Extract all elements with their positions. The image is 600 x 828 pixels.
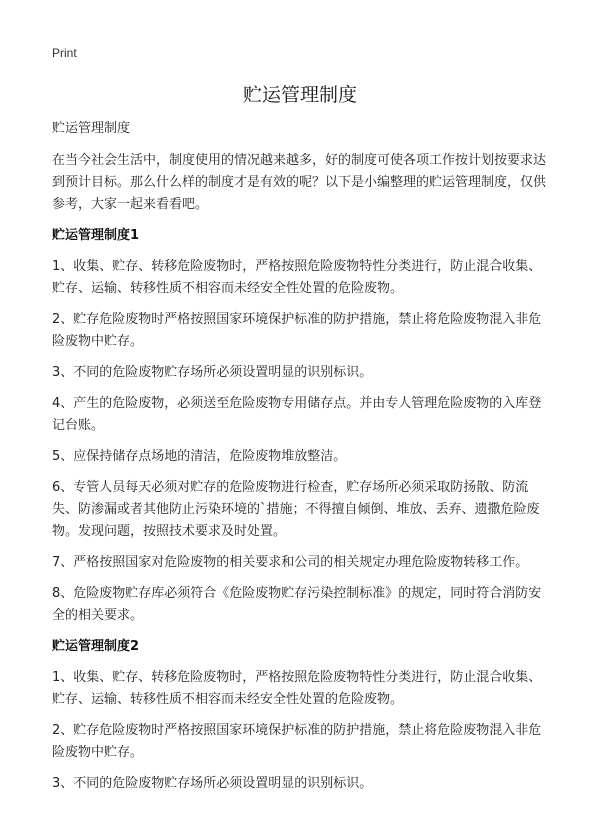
document-subtitle: 贮运管理制度 <box>52 121 131 136</box>
section-1 <box>52 225 552 627</box>
list-item: 3、不同的危险废物贮存场所必须设置明显的识别标识。 <box>52 776 373 791</box>
list-item: 4、产生的危险废物，必须送至危险废物专用储存点。并由专人管理危险废物的入库登记台账。 <box>52 396 542 433</box>
list-item: 2、贮存危险废物时严格按照国家环境保护标准的防护措施，禁止将危险废物混入非危险废物中贮存。 <box>52 312 542 349</box>
list-item: 8、危险废物贮存库必须符合《危险废物贮存污染控制标准》的规定，同时符合消防安全的相关要求。 <box>52 586 542 623</box>
print-link[interactable]: Print <box>52 46 77 60</box>
document-body <box>52 118 552 804</box>
section-heading: 贮运管理制度2 <box>52 639 140 654</box>
list-item: 5、应保持储存点场地的清洁，危险废物堆放整洁。 <box>52 449 347 464</box>
list-item: 3、不同的危险废物贮存场所必须设置明显的识别标识。 <box>52 365 373 380</box>
list-item: 2、贮存危险废物时严格按照国家环境保护标准的防护措施，禁止将危险废物混入非危险废物中贮存。 <box>52 723 542 760</box>
list-item: 6、专管人员每天必须对贮存的危险废物进行检查，贮存场所必须采取防扬散、防流失、防渗漏或者其他防止污染环境的`措施；不得擅自倾倒、堆放、丢弃、遗撒危险废物。发现问题，按照技术要求及时处置。 <box>52 480 540 539</box>
section-heading: 贮运管理制度1 <box>52 228 140 243</box>
list-item: 1、收集、贮存、转移危险废物时，严格按照危险废物特性分类进行，防止混合收集、贮存、运输、转移性质不相容而未经安全性处置的危险废物。 <box>52 670 542 707</box>
list-item: 1、收集、贮存、转移危险废物时，严格按照危险废物特性分类进行，防止混合收集、贮存、运输、转移性质不相容而未经安全性处置的危险废物。 <box>52 259 542 296</box>
section-2 <box>52 636 552 795</box>
list-item: 7、严格按照国家对危险废物的相关要求和公司的相关规定办理危险废物转移工作。 <box>52 555 529 570</box>
document-title: 贮运管理制度 <box>242 84 357 106</box>
intro-paragraph: 在当今社会生活中，制度使用的情况越来越多，好的制度可使各项工作按计划按要求达到预计目标。那么什么样的制度才是有效的呢？以下是小编整理的贮运管理制度，仅供参考，大家一起来看看吧。 <box>52 153 547 212</box>
